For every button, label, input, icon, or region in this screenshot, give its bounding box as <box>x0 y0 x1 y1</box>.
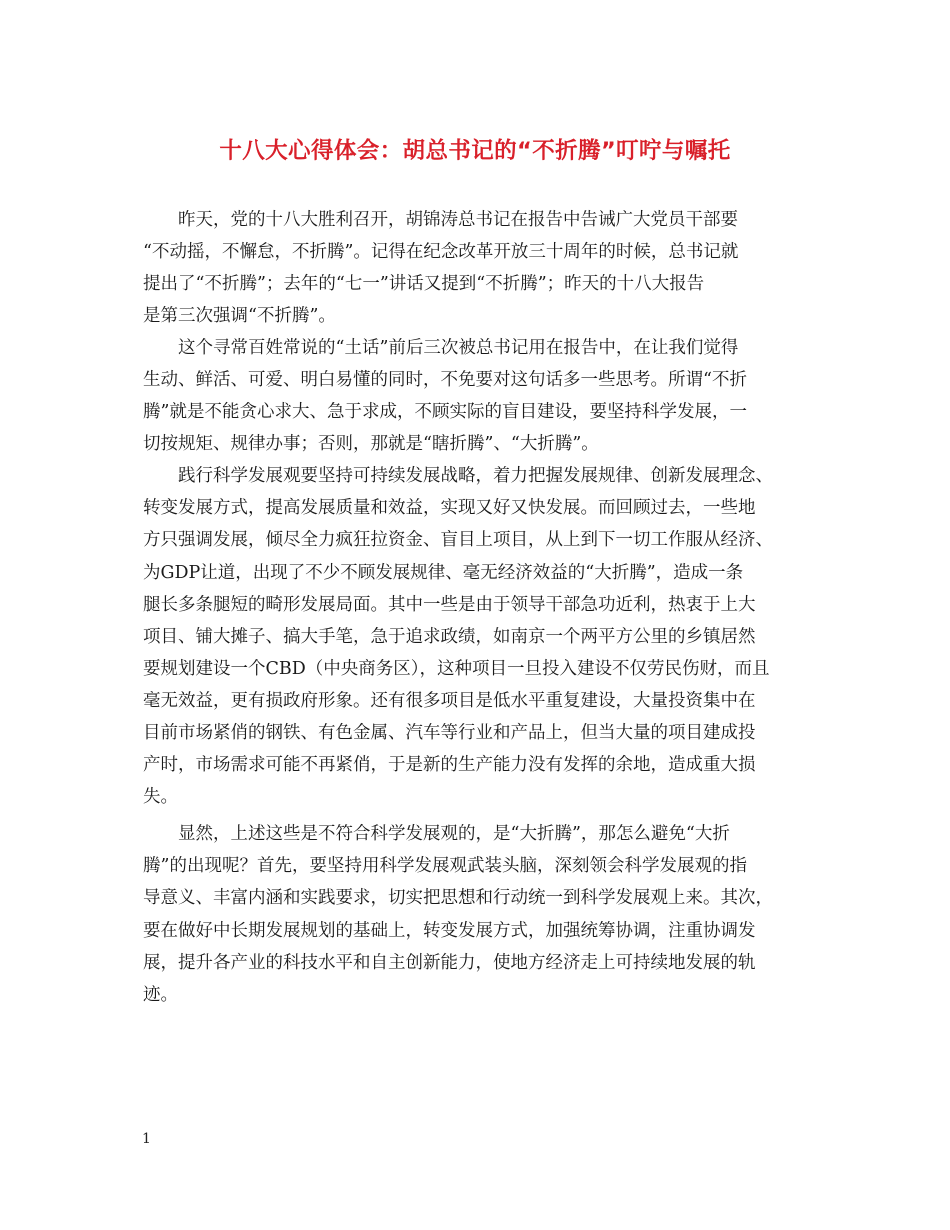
document-title: 十八大心得体会：胡总书记的“不折腾”叮咛与嘱托 <box>219 138 731 164</box>
paragraph-line: 为GDP让道，出现了不少不顾发展规律、毫无经济效益的“大折腾”，造成一条 <box>143 562 744 583</box>
paragraph-line: 显然，上述这些是不符合科学发展观的，是“大折腾”，那怎么避免“大折 <box>143 824 730 845</box>
paragraph-line: 昨天，党的十八大胜利召开，胡锦涛总书记在报告中告诫广大党员干部要 <box>143 210 738 230</box>
paragraph-4 <box>143 818 809 1010</box>
document-body <box>143 204 809 1011</box>
paragraph-line: 方只强调发展，倾尽全力疯狂拉资金、盲目上项目，从上到下一切工作服从经济、 <box>143 530 773 551</box>
paragraph-line: 毫无效益，更有损政府形象。还有很多项目是低水平重复建设，大量投资集中在 <box>143 690 756 711</box>
paragraph-line: 失。 <box>143 786 178 807</box>
page-number: 1 <box>142 1131 151 1147</box>
paragraph-line: 转变发展方式，提高发展质量和效益，实现又好又快发展。而回顾过去，一些地 <box>143 498 756 519</box>
paragraph-line: 腾”的出现呢？首先，要坚持用科学发展观武装头脑，深刻领会科学发展观的指 <box>143 856 747 877</box>
paragraph-line: 腿长多条腿短的畸形发展局面。其中一些是由于领导干部急功近利，热衷于上大 <box>143 594 756 615</box>
paragraph-2 <box>143 332 809 460</box>
paragraph-line: 目前市场紧俏的钢铁、有色金属、汽车等行业和产品上，但当大量的项目建成投 <box>143 722 756 743</box>
paragraph-line: 提出了“不折腾”；去年的“七一”讲话又提到“不折腾”；昨天的十八大报告 <box>143 274 705 295</box>
paragraph-line: 要在做好中长期发展规划的基础上，转变发展方式，加强统筹协调，注重协调发 <box>143 920 756 941</box>
paragraph-line: “不动摇，不懈怠，不折腾”。记得在纪念改革开放三十周年的时候，总书记就 <box>143 242 739 263</box>
paragraph-3 <box>143 460 809 813</box>
paragraph-line: 是第三次强调“不折腾”。 <box>143 306 336 327</box>
paragraph-line: 切按规矩、规律办事；否则，那就是“瞎折腾”、“大折腾”。 <box>143 434 599 455</box>
paragraph-line: 这个寻常百姓常说的“土话”前后三次被总书记用在报告中，在让我们觉得 <box>143 338 739 359</box>
paragraph-line: 导意义、丰富内涵和实践要求，切实把思想和行动统一到科学发展观上来。其次， <box>143 888 773 909</box>
paragraph-1 <box>143 204 809 332</box>
paragraph-line: 腾”就是不能贪心求大、急于求成，不顾实际的盲目建设，要坚持科学发展，一 <box>143 402 747 423</box>
paragraph-line: 要规划建设一个CBD（中央商务区），这种项目一旦投入建设不仅劳民伤财，而且 <box>143 658 770 679</box>
paragraph-line: 践行科学发展观要坚持可持续发展战略，着力把握发展规律、创新发展理念、 <box>143 466 773 487</box>
paragraph-line: 项目、铺大摊子、搞大手笔，急于追求政绩，如南京一个两平方公里的乡镇居然 <box>143 626 756 647</box>
paragraph-line: 展，提升各产业的科技水平和自主创新能力，使地方经济走上可持续地发展的轨 <box>143 952 756 973</box>
paragraph-line: 产时，市场需求可能不再紧俏，于是新的生产能力没有发挥的余地，造成重大损 <box>143 754 756 775</box>
paragraph-line: 迹。 <box>143 984 178 1005</box>
paragraph-line: 生动、鲜活、可爱、明白易懂的同时，不免要对这句话多一些思考。所谓“不折 <box>143 370 747 391</box>
